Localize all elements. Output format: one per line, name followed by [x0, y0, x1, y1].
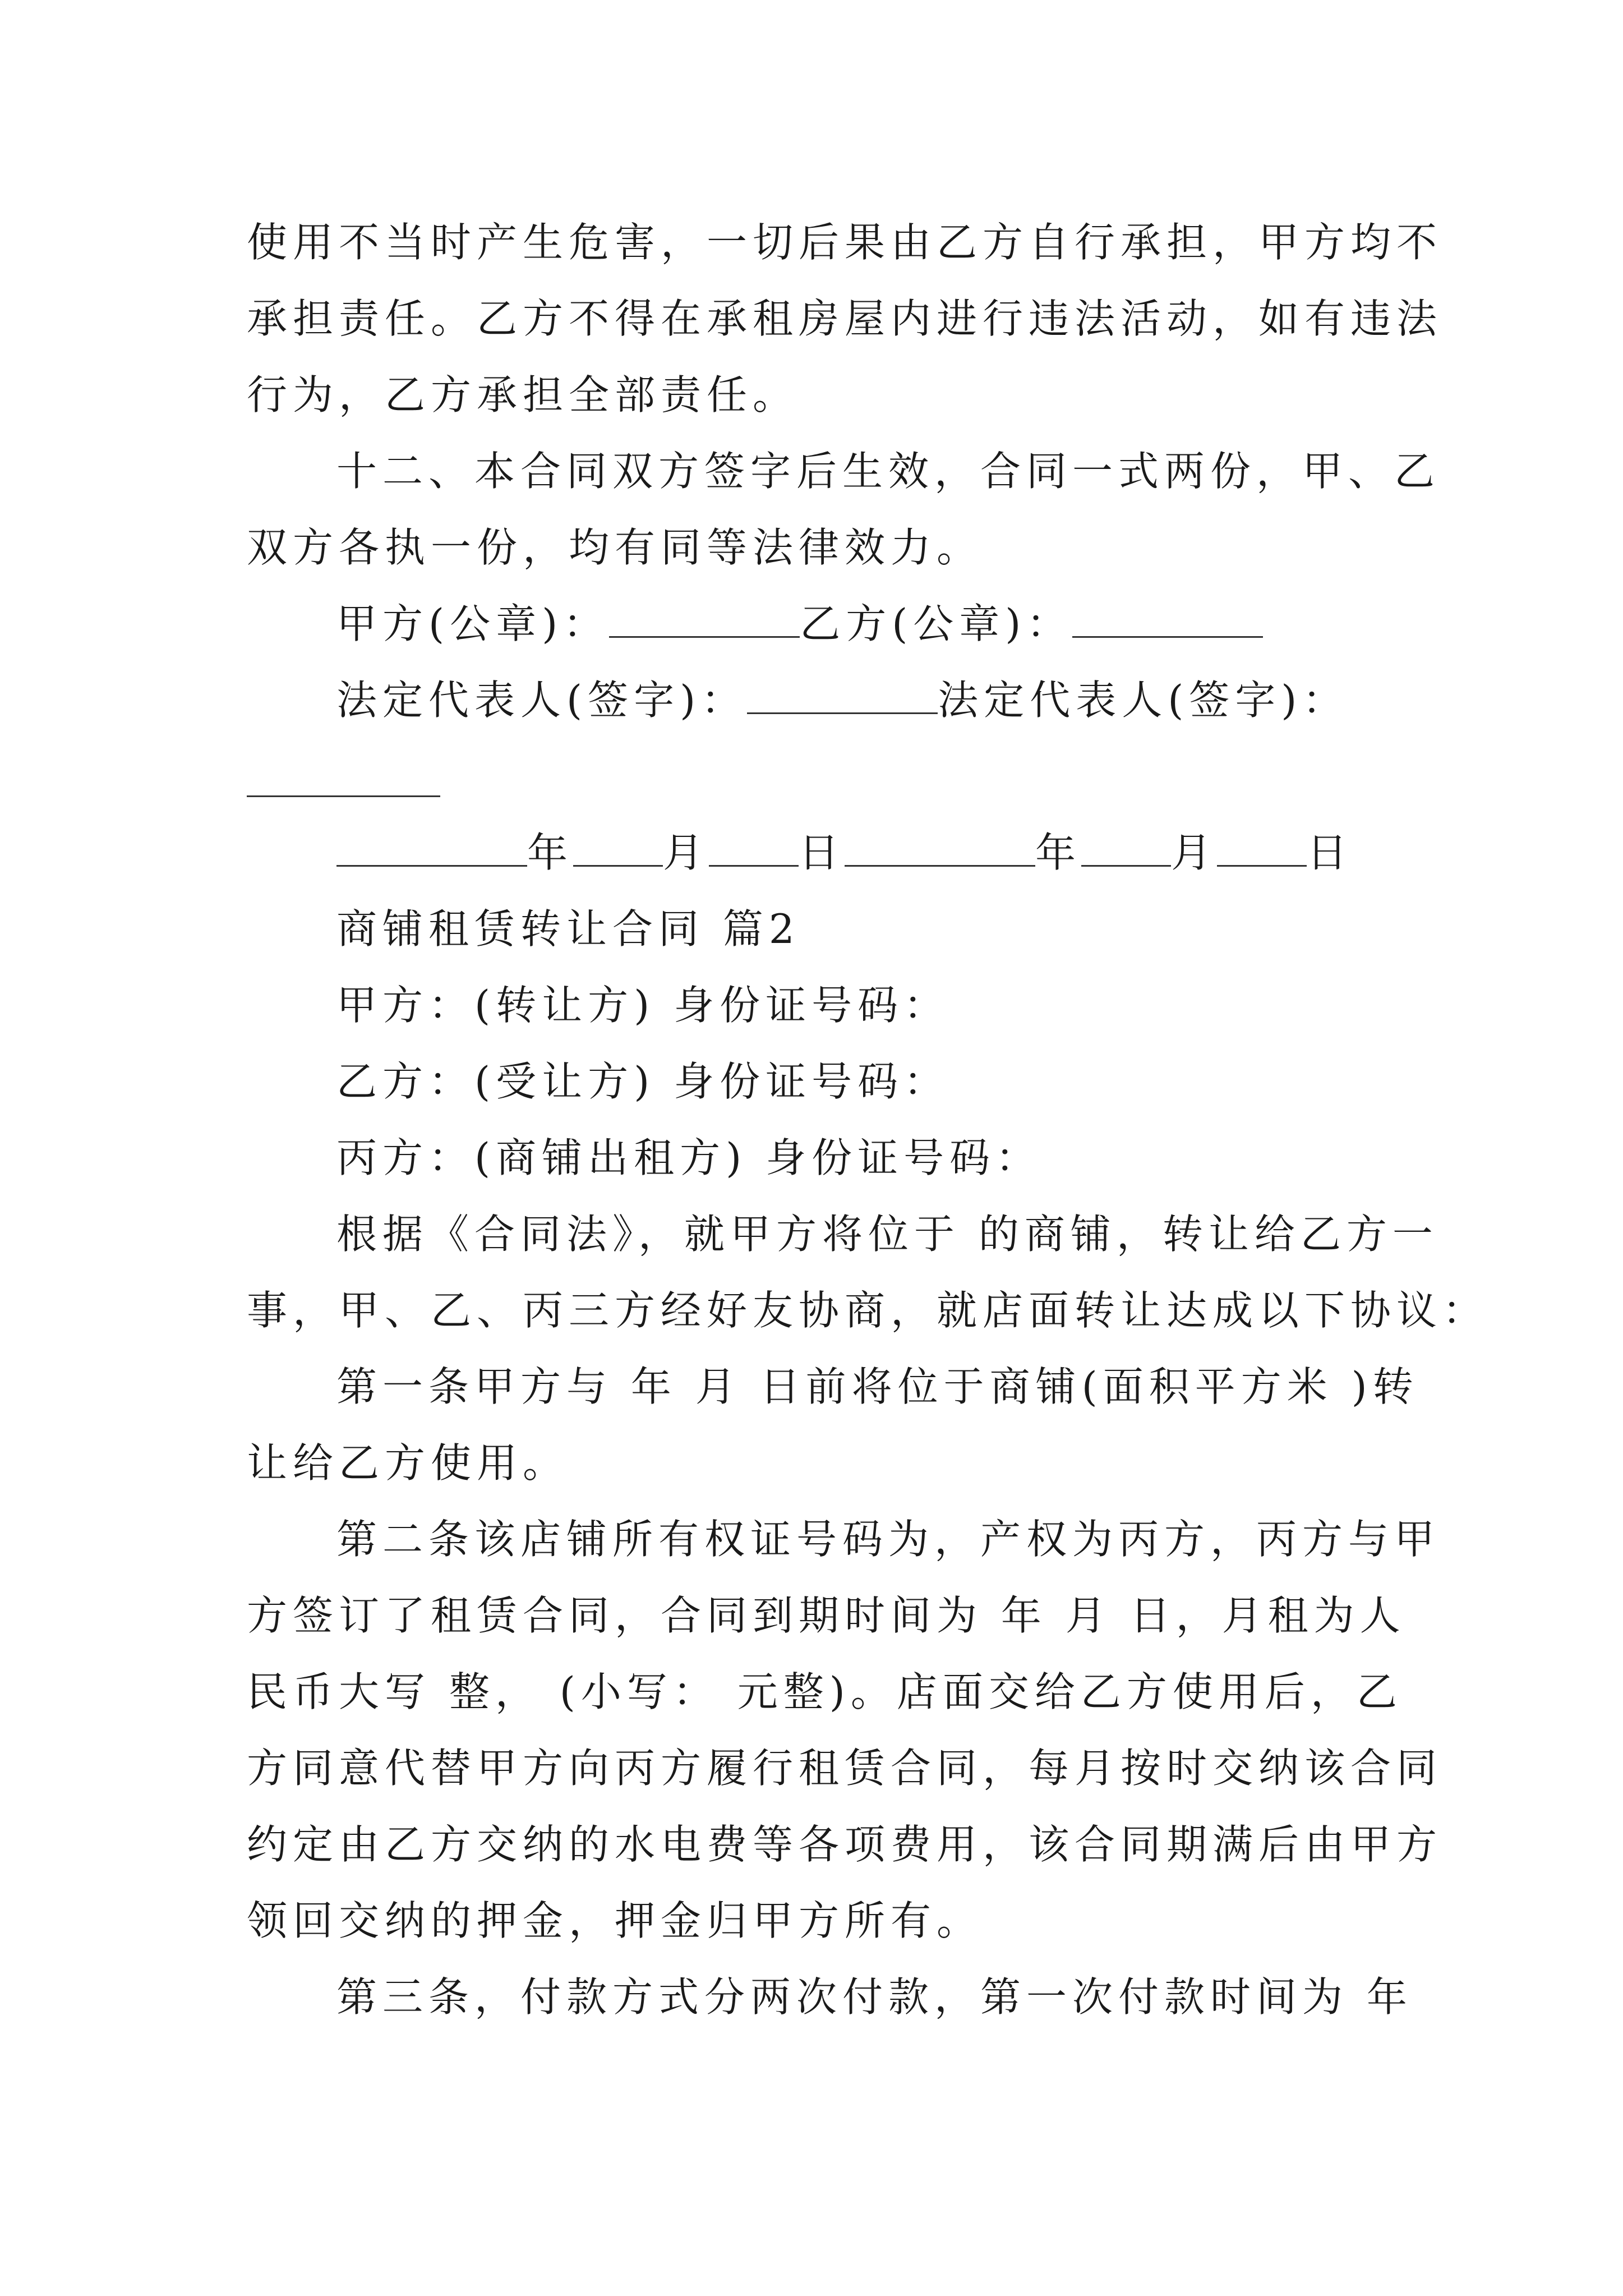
seal-signature-row — [336, 596, 1385, 652]
section-title: 商铺租赁转让合同 篇2 — [336, 905, 800, 953]
paragraph-line: 双方各执一份，均有同等法律效力。 — [247, 524, 983, 571]
month-label: 月 — [1171, 829, 1218, 876]
party-a-seal-blank — [609, 601, 800, 638]
party-c-line: 丙方：(商铺出租方) 身份证号码： — [336, 1134, 1042, 1181]
day-label: 日 — [1307, 829, 1353, 876]
party-b-line: 乙方：(受让方) 身份证号码： — [336, 1058, 950, 1105]
paragraph-line: 约定由乙方交纳的水电费等各项费用，该合同期满后由甲方 — [247, 1821, 1443, 1868]
party-a-seal-label: 甲方(公章)： — [336, 600, 610, 647]
paragraph-line: 方同意代替甲方向丙方履行租赁合同，每月按时交纳该合同 — [247, 1745, 1443, 1792]
rep-b-blank — [247, 795, 440, 797]
paragraph-line: 承担责任。乙方不得在承租房屋内进行违法活动，如有违法 — [247, 295, 1443, 342]
paragraph-line: 领回交纳的押金，押金归甲方所有。 — [247, 1897, 983, 1944]
paragraph-line: 十二、本合同双方签字后生效，合同一式两份，甲、乙 — [336, 448, 1441, 495]
party-a-line: 甲方：(转让方) 身份证号码： — [336, 982, 950, 1029]
day-label: 日 — [799, 829, 845, 876]
paragraph-line: 第一条甲方与 年 月 日前将位于商铺(面积平方米 )转 — [336, 1363, 1419, 1410]
representative-signature-row — [336, 672, 1385, 728]
rep-b-label: 法定代表人(签字)： — [938, 677, 1349, 724]
date-row — [336, 825, 1385, 881]
day-blank — [709, 830, 799, 867]
rep-a-label: 法定代表人(签字)： — [336, 677, 748, 724]
paragraph-line: 行为，乙方承担全部责任。 — [247, 371, 799, 418]
year-label: 年 — [527, 829, 574, 876]
paragraph-line: 第三条，付款方式分两次付款，第一次付款时间为 年 — [336, 1973, 1413, 2021]
year-blank — [845, 830, 1035, 867]
month-label: 月 — [663, 829, 709, 876]
party-b-seal-blank — [1072, 601, 1263, 638]
day-blank — [1217, 830, 1307, 867]
month-blank — [1081, 830, 1171, 867]
paragraph-line: 事，甲、乙、丙三方经好友协商，就店面转让达成以下协议： — [247, 1287, 1489, 1334]
year-label: 年 — [1035, 829, 1082, 876]
paragraph-line: 方签订了租赁合同，合同到期时间为 年 月 日，月租为人 — [247, 1592, 1406, 1639]
paragraph-line: 根据《合同法》，就甲方将位于 的商铺，转让给乙方一 — [336, 1211, 1438, 1258]
paragraph-line: 第二条该店铺所有权证号码为，产权为丙方，丙方与甲 — [336, 1516, 1441, 1563]
paragraph-line: 民币大写 整， (小写： 元整)。店面交给乙方使用后，乙 — [247, 1668, 1403, 1715]
rep-a-blank — [747, 678, 938, 714]
paragraph-line: 使用不当时产生危害，一切后果由乙方自行承担，甲方均不 — [247, 219, 1443, 266]
paragraph-line: 让给乙方使用。 — [247, 1439, 569, 1487]
month-blank — [573, 830, 663, 867]
party-b-seal-label: 乙方(公章)： — [800, 600, 1073, 647]
year-blank — [336, 830, 527, 867]
